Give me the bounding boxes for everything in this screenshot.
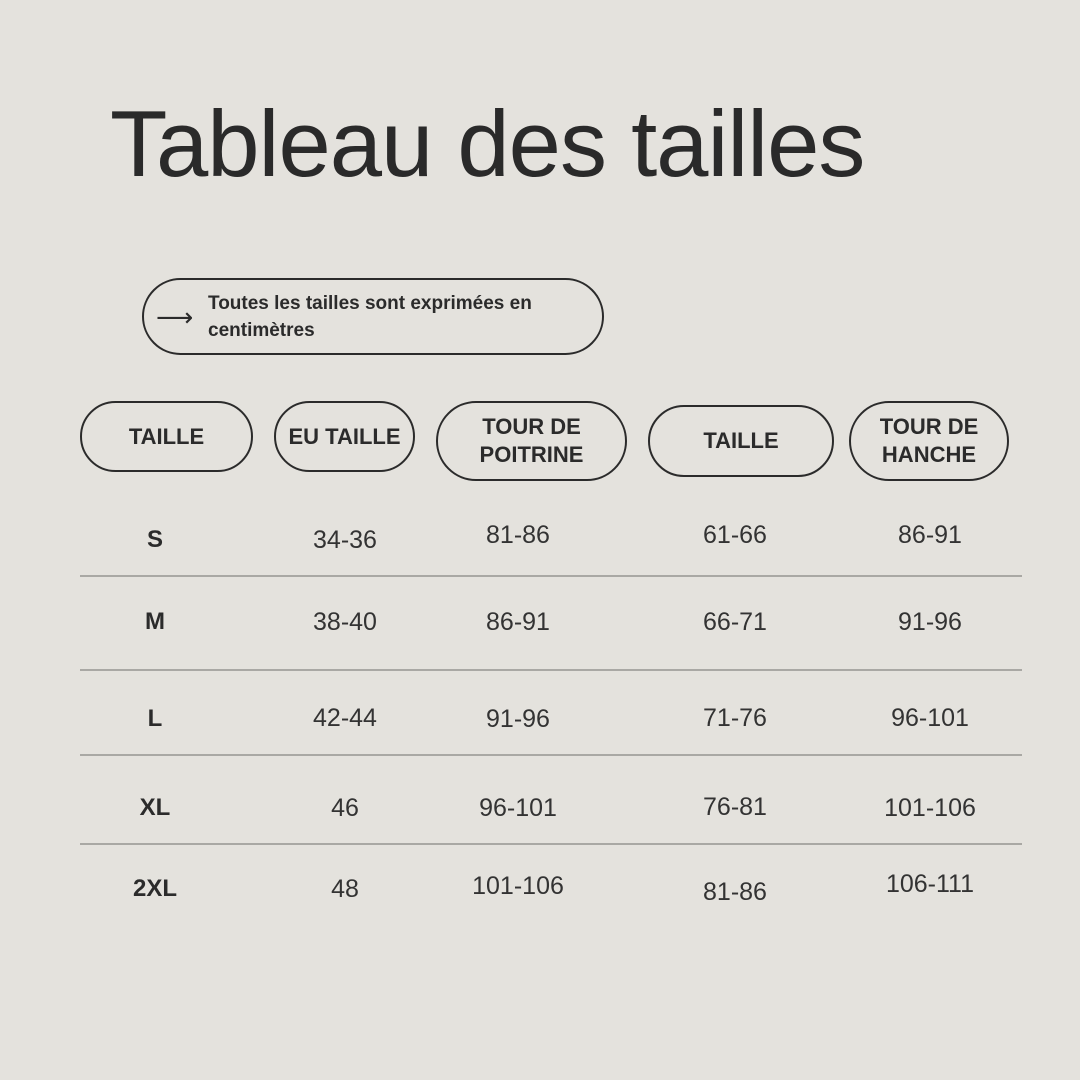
row-m-eu: 38-40: [313, 608, 377, 636]
row-xl-eu: 46: [331, 794, 359, 822]
row-l-hip: 96-101: [891, 704, 969, 732]
row-2xl-eu: 48: [331, 875, 359, 903]
row-m-chest: 86-91: [486, 608, 550, 636]
row-m-waist: 66-71: [703, 608, 767, 636]
row-divider: [80, 575, 1022, 577]
row-s-waist: 61-66: [703, 521, 767, 549]
units-note-text: Toutes les tailles sont exprimées en centimètres: [208, 292, 532, 341]
header-chest: TOUR DE POITRINE: [436, 401, 627, 481]
row-divider: [80, 754, 1022, 756]
row-l-eu: 42-44: [313, 704, 377, 732]
row-xl-chest: 96-101: [479, 794, 557, 822]
row-divider: [80, 669, 1022, 671]
arrow-right-icon: ⟶: [156, 301, 194, 332]
row-s-size: S: [146, 526, 163, 553]
header-eu-size: EU TAILLE: [274, 401, 415, 472]
header-size: TAILLE: [80, 401, 253, 472]
row-2xl-size: 2XL: [132, 875, 177, 902]
row-2xl-hip: 106-111: [885, 870, 975, 898]
row-l-size: L: [147, 705, 163, 732]
row-2xl-chest: 101-106: [472, 872, 564, 900]
row-xl-waist: 76-81: [703, 793, 767, 821]
units-note: [142, 278, 604, 355]
row-s-chest: 81-86: [486, 521, 550, 549]
row-m-size: M: [145, 608, 165, 635]
row-l-chest: 91-96: [486, 705, 550, 733]
row-divider: [80, 843, 1022, 845]
row-2xl-waist: 81-86: [703, 878, 767, 906]
row-m-hip: 91-96: [898, 608, 962, 636]
row-s-hip: 86-91: [898, 521, 962, 549]
page-title: Tableau des tailles: [110, 91, 865, 196]
header-waist: TAILLE: [648, 405, 834, 477]
row-xl-hip: 101-106: [884, 794, 976, 822]
row-xl-size: XL: [139, 794, 171, 821]
header-hip: TOUR DE HANCHE: [849, 401, 1009, 481]
row-s-eu: 34-36: [313, 526, 377, 554]
row-l-waist: 71-76: [703, 704, 767, 732]
